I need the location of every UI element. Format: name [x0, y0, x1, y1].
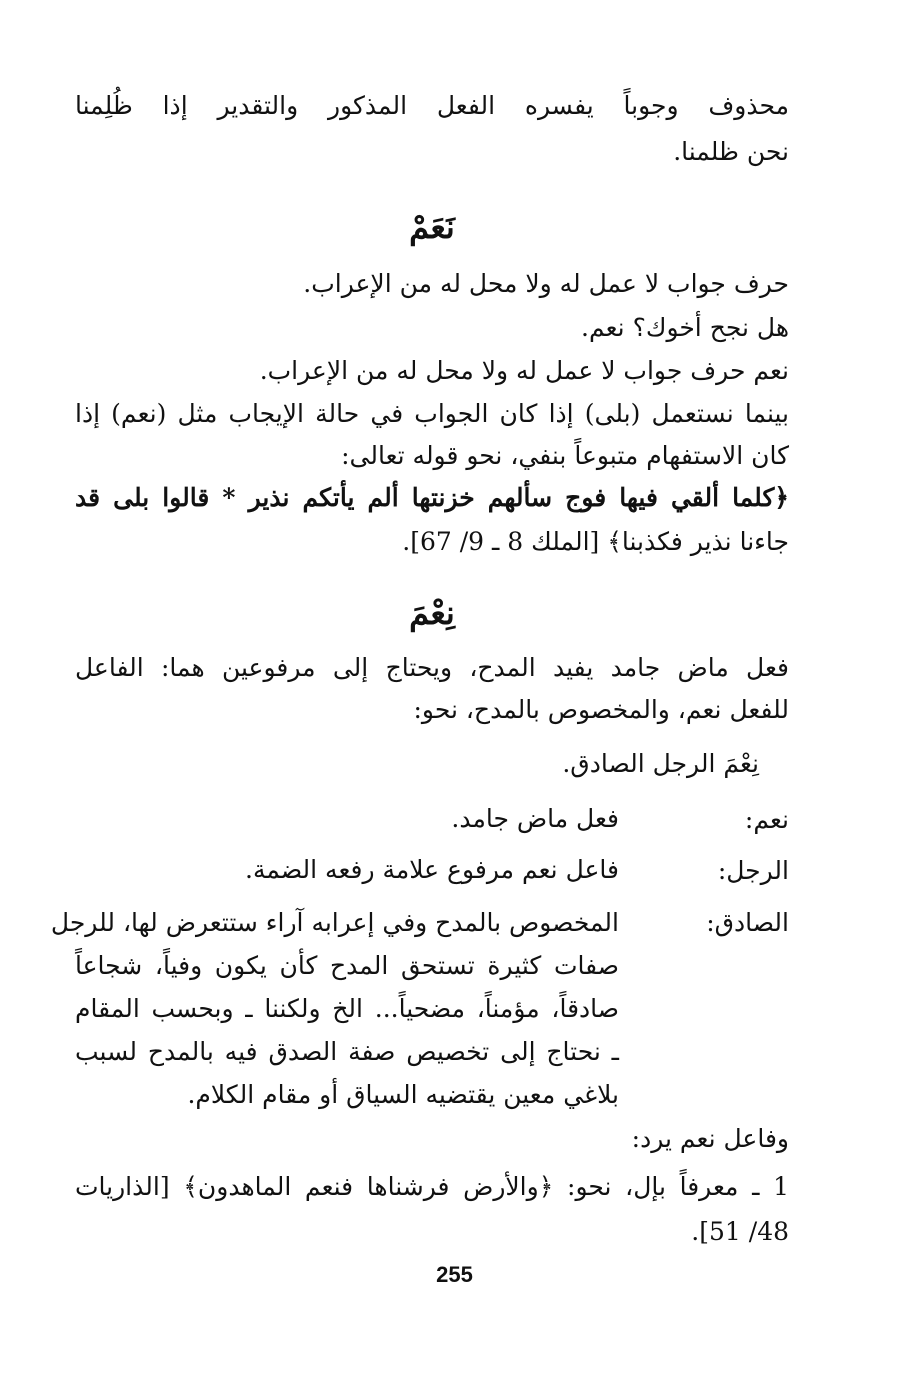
quran-quote-line-1: ﴿كلما ألقي فيها فوج سألهم خزنتها ألم يأتكم نذير * قالوا بلى قد	[75, 483, 789, 512]
parse-desc-nima	[75, 797, 619, 840]
item-1-line-2: 48/ 51].	[691, 1217, 789, 1246]
parse-term-rajul: الرجل:	[717, 856, 789, 885]
page-number: 255	[436, 1262, 473, 1287]
definition-line: حرف جواب لا عمل له ولا محل له من الإعراب.	[303, 269, 789, 298]
parse-desc-sadiq	[50, 901, 619, 1116]
parse-term-nima: نعم:	[744, 805, 789, 834]
parse-desc-line: فعل ماض جامد.	[451, 804, 619, 833]
example-parse: نعم حرف جواب لا عمل له ولا محل له من الإعراب.	[259, 356, 789, 385]
parse-desc-line: بلاغي معين يقتضيه السياق أو مقام الكلام.	[187, 1080, 619, 1109]
nima-definition-line-2: للفعل نعم، والمخصوص بالمدح، نحو:	[413, 695, 789, 724]
nima-definition-line-1: فعل ماض جامد يفيد المدح، ويحتاج إلى مرفوعين هما: الفاعل	[75, 653, 789, 682]
parse-desc-line: فاعل نعم مرفوع علامة رفعه الضمة.	[245, 855, 619, 884]
bala-note-line-2: كان الاستفهام متبوعاً بنفي، نحو قوله تعالى:	[341, 441, 789, 470]
parse-desc-line: ـ نحتاج إلى تخصيص صفة الصدق فيه بالمدح لسبب	[75, 1037, 619, 1066]
parse-term-sadiq: الصادق:	[706, 908, 789, 937]
parse-desc-line: المخصوص بالمدح وفي إعرابه آراء ستتعرض لها، للرجل	[50, 908, 619, 937]
item-1-line-1: 1 ـ معرفاً بإل، نحو: ﴿والأرض فرشناها فنعم الماهدون﴾ [الذاريات	[75, 1172, 789, 1201]
bala-note-line-1: بينما نستعمل (بلى) إذا كان الجواب في حالة الإيجاب مثل (نعم) إذا	[75, 399, 789, 428]
nima-example: نِعْمَ الرجل الصادق.	[562, 749, 759, 778]
parse-desc-rajul	[75, 848, 619, 891]
parse-desc-line: صادقاً، مؤمناً، مضحياً... الخ ولكننا ـ وبحسب المقام	[75, 994, 619, 1023]
parse-desc-line: صفات كثيرة تستحق المدح كأن يكون وفياً، شجاعاً	[75, 951, 619, 980]
subject-intro: وفاعل نعم يرد:	[631, 1124, 789, 1153]
heading-nima: نِعْمَ	[409, 594, 455, 632]
example-question: هل نجح أخوك؟ نعم.	[581, 313, 789, 342]
heading-naam: نَعَمْ	[409, 208, 455, 246]
intro-line-2: نحن ظلمنا.	[673, 137, 789, 166]
quran-quote-line-2: جاءنا نذير فكذبنا﴾ [الملك 8 ـ 9/ 67].	[402, 527, 789, 556]
intro-line-1: محذوف وجوباً يفسره الفعل المذكور والتقدير إذا ظُلِمنا	[75, 91, 789, 120]
